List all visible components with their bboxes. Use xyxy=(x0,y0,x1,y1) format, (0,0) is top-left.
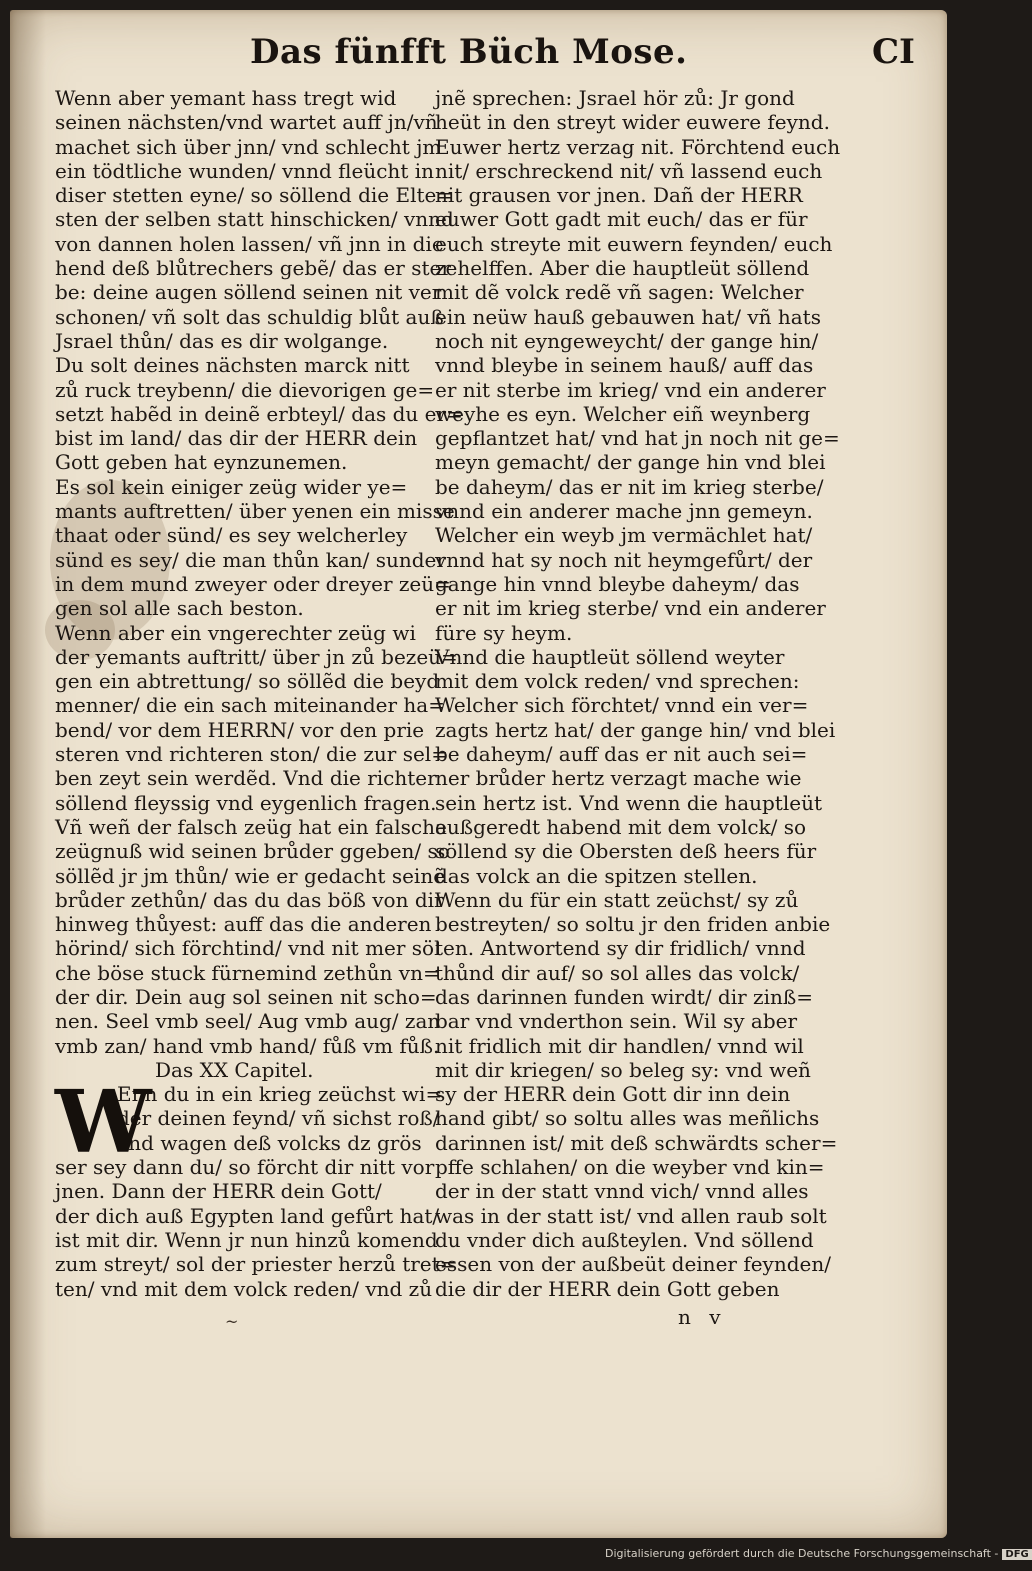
text-line: er nit im krieg sterbe/ vnd ein anderer xyxy=(435,596,826,621)
text-line: be: deine augen söllend seinen nit ver xyxy=(55,280,442,305)
text-line: hand gibt/ so soltu alles was meñlichs xyxy=(435,1106,820,1131)
text-line: Wenn du für ein statt zeüchst/ sy zů xyxy=(435,887,799,912)
text-line: meyn gemacht/ der gange hin vnd blei xyxy=(435,450,826,475)
text-line: machet sich über jnn/ vnd schlecht jm xyxy=(55,134,442,159)
text-line: gen sol alle sach beston. xyxy=(55,596,304,621)
text-line: Welcher sich förchtet/ vnnd ein ver= xyxy=(435,693,809,718)
text-line: euwer Gott gadt mit euch/ das er für xyxy=(435,207,808,232)
text-line: Vnnd die hauptleüt söllend weyter xyxy=(435,644,785,669)
text-line: das volck an die spitzen stellen. xyxy=(435,863,758,888)
text-line: nit/ erschreckend nit/ vñ lassend euch xyxy=(435,158,823,183)
text-line: mit dẽ volck redẽ vñ sagen: Welcher xyxy=(435,280,804,305)
text-line: ser sey dann du/ so förcht dir nitt vor xyxy=(55,1155,435,1180)
text-line: das darinnen funden wirdt/ dir zinß= xyxy=(435,984,813,1009)
text-line: nit fridlich mit dir handlen/ vnnd wil xyxy=(435,1033,804,1058)
text-line: che böse stuck fürnemind zethůn vn= xyxy=(55,960,440,985)
text-line: be daheym/ das er nit im krieg sterbe/ xyxy=(435,474,824,499)
text-line: sten der selben statt hinschicken/ vnnd xyxy=(55,207,454,232)
text-line: zagts hertz hat/ der gange hin/ vnd blei xyxy=(435,717,836,742)
text-line: vnnd ein anderer mache jnn gemeyn. xyxy=(435,499,813,524)
text-line: diser stetten eyne/ so söllend die Elte= xyxy=(55,183,454,208)
text-line: von dannen holen lassen/ vñ jnn in die xyxy=(55,231,444,256)
signature-mark: n v xyxy=(678,1305,727,1329)
text-line: zehelffen. Aber die hauptleüt söllend xyxy=(435,256,810,281)
running-title: Das fünfft Büch Mose. xyxy=(250,32,688,72)
text-line: zum streyt/ sol der priester herzů tret= xyxy=(55,1252,457,1277)
text-line: menner/ die ein sach miteinander ha= xyxy=(55,693,445,718)
text-line: pffe schlahen/ on die weyber vnd kin= xyxy=(435,1155,825,1180)
text-line: Gott geben hat eynzunemen. xyxy=(55,450,348,475)
text-line: ben zeyt sein werdẽd. Vnd die richter xyxy=(55,766,437,791)
dfg-logo: DFG xyxy=(1002,1549,1031,1560)
right-column-body xyxy=(435,86,841,1301)
digitization-credit xyxy=(605,1547,1032,1560)
text-line: ist mit dir. Wenn jr nun hinzů komend xyxy=(55,1227,438,1252)
text-line: thaat oder sünd/ es sey welcherley xyxy=(55,523,408,548)
text-line: bend/ vor dem HERRN/ vor den prie xyxy=(55,717,425,742)
text-line: jnen. Dann der HERR dein Gott/ xyxy=(55,1179,382,1204)
credit-text: Digitalisierung gefördert durch die Deutsche Forschungsgemeinschaft - xyxy=(605,1547,999,1560)
text-line: nen. Seel vmb seel/ Aug vmb aug/ zan xyxy=(55,1009,441,1034)
text-line: bar vnd vnderthon sein. Wil sy aber xyxy=(435,1009,798,1034)
text-line: hinweg thůyest: auff das die anderen xyxy=(55,912,432,937)
text-line: ein tödtliche wunden/ vnnd fleücht in xyxy=(55,158,434,183)
text-line: die dir der HERR dein Gott geben xyxy=(435,1276,780,1301)
text-line: ten. Antwortend sy dir fridlich/ vnnd xyxy=(435,936,806,961)
text-line: gepflantzet hat/ vnd hat jn noch nit ge= xyxy=(435,426,840,451)
text-line: zů ruck treybenn/ die dievorigen ge= xyxy=(55,377,435,402)
chapter-opening xyxy=(55,1072,457,1301)
text-line: ten/ vnd mit dem volck reden/ vnd zů xyxy=(55,1276,433,1301)
text-line: noch nit eyngeweycht/ der gange hin/ xyxy=(435,328,819,353)
text-line: der yemants auftritt/ über jn zů bezeü= xyxy=(55,644,458,669)
text-line: was in der statt ist/ vnd allen raub solt xyxy=(435,1203,827,1228)
text-line: der dir. Dein aug sol seinen nit scho= xyxy=(55,984,437,1009)
text-line: jnẽ sprechen: Jsrael hör zů: Jr gond xyxy=(435,86,795,110)
left-column-body xyxy=(55,86,463,1058)
text-line: heüt in den streyt wider euwere feynd. xyxy=(435,110,830,135)
text-line: vnnd bleybe in seinem hauß/ auff das xyxy=(435,353,814,378)
text-line: söllẽd jr jm thůn/ wie er gedacht seinẽ xyxy=(55,863,446,888)
text-line: söllend sy die Obersten deß heers für xyxy=(435,839,817,864)
text-line: du vnder dich außteylen. Vnd söllend xyxy=(435,1227,814,1252)
text-line: bist im land/ das dir der HERR dein xyxy=(55,426,418,451)
text-line: mit dir kriegen/ so beleg sy: vnd weñ xyxy=(435,1057,811,1082)
text-line: füre sy heym. xyxy=(435,620,573,645)
text-line: sein hertz ist. Vnd wenn die hauptleüt xyxy=(435,790,822,815)
text-line: schonen/ vñ solt das schuldig blůt auß xyxy=(55,304,444,329)
text-line: thůnd dir auf/ so sol alles das volck/ xyxy=(435,960,800,985)
text-line: be daheym/ auff das er nit auch sei= xyxy=(435,742,808,767)
folio-number: CI xyxy=(872,32,915,72)
text-line: der in der statt vnnd vich/ vnnd alles xyxy=(435,1179,809,1204)
left-text-column xyxy=(55,86,463,1301)
drop-initial: W xyxy=(55,1072,152,1174)
text-line: weyhe es eyn. Welcher eiñ weynberg xyxy=(435,401,811,426)
text-line: zeügnuß wid seinen brůder ggeben/ so xyxy=(55,839,450,864)
text-line: seinen nächsten/vnd wartet auff jn/vñ xyxy=(55,110,438,135)
text-line: Es sol kein einiger zeüg wider ye= xyxy=(55,474,408,499)
text-line: außgeredt habend mit dem volck/ so xyxy=(435,814,807,839)
text-line: mants auftretten/ über yenen ein misse xyxy=(55,499,455,524)
text-line: Wenn aber yemant hass tregt wid xyxy=(55,86,397,110)
text-line: gange hin vnnd bleybe daheym/ das xyxy=(435,571,800,596)
text-line: nit grausen vor jnen. Dañ der HERR xyxy=(435,183,803,208)
text-line: Jsrael thůn/ das es dir wolgange. xyxy=(55,328,389,353)
text-line: söllend fleyssig vnd eygenlich fragen. xyxy=(55,790,437,815)
text-line: der deinen feynd/ vñ sichst roß/ xyxy=(117,1106,440,1131)
text-line: Wenn aber ein vngerechter zeüg wi xyxy=(55,620,416,645)
text-line: in dem mund zweyer oder dreyer zeü= xyxy=(55,571,451,596)
text-line: euch streyte mit euwern feynden/ euch xyxy=(435,231,833,256)
text-line: essen von der außbeüt deiner feynden/ xyxy=(435,1252,831,1277)
text-line: er nit sterbe im krieg/ vnd ein anderer xyxy=(435,377,826,402)
text-line: der dich auß Egypten land gefůrt hat/ xyxy=(55,1203,440,1228)
text-line: setzt habẽd in deinẽ erbteyl/ das du er= xyxy=(55,401,463,426)
text-line: darinnen ist/ mit deß schwärdts scher= xyxy=(435,1130,838,1155)
text-line: brůder zethůn/ das du das böß von dir xyxy=(55,887,444,912)
text-line: Enn du in ein krieg zeüchst wi= xyxy=(117,1082,443,1107)
text-line: ner brůder hertz verzagt mache wie xyxy=(435,766,802,791)
text-line: steren vnd richteren ston/ die zur sel= xyxy=(55,742,448,767)
chapter-heading: Das XX Capitel. xyxy=(155,1057,314,1082)
catch-mark: ~ xyxy=(225,1312,239,1331)
right-text-column xyxy=(435,86,841,1301)
text-line: Du solt deines nächsten marck nitt xyxy=(55,353,410,378)
text-line: hend deß blůtrechers gebẽ/ das er ster xyxy=(55,256,451,281)
text-line: vnd wagen deß volcks dz grös xyxy=(117,1130,422,1155)
text-line: hörind/ sich förchtind/ vnd nit mer söl xyxy=(55,936,441,961)
text-line: sünd es sey/ die man thůn kan/ sunder xyxy=(55,547,446,572)
text-line: bestreyten/ so soltu jr den friden anbie xyxy=(435,912,831,937)
text-line: Welcher ein weyb jm vermächlet hat/ xyxy=(435,523,813,548)
book-page xyxy=(10,10,947,1538)
text-line: mit dem volck reden/ vnd sprechen: xyxy=(435,669,800,694)
text-line: vmb zan/ hand vmb hand/ fůß vm fůß. xyxy=(55,1033,440,1058)
text-line: Vñ weñ der falsch zeüg hat ein falsche xyxy=(55,814,447,839)
text-line: sy der HERR dein Gott dir inn dein xyxy=(435,1082,791,1107)
text-line: Euwer hertz verzag nit. Förchtend euch xyxy=(435,134,841,159)
text-line: ein neüw hauß gebauwen hat/ vñ hats xyxy=(435,304,821,329)
text-line: gen ein abtrettung/ so söllẽd die beyd xyxy=(55,669,440,694)
text-line: vnnd hat sy noch nit heymgefůrt/ der xyxy=(435,547,813,572)
